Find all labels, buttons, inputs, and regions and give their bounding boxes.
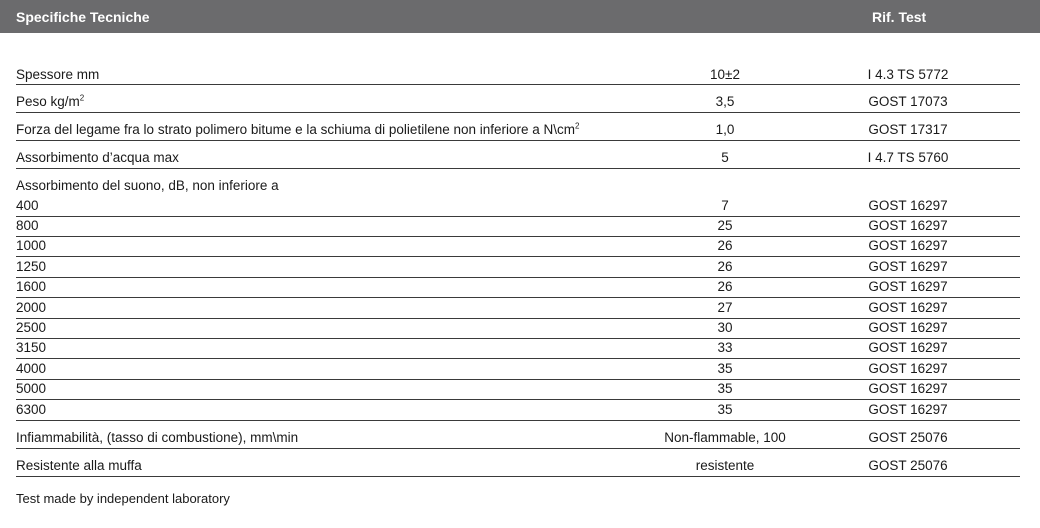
row-label: Assorbimento del suono, dB, non inferiore a xyxy=(16,178,279,193)
row-value: 33 xyxy=(717,340,733,355)
row-label-wrap xyxy=(16,94,84,109)
row-value: 26 xyxy=(717,259,733,274)
row-reference: GOST 16297 xyxy=(868,259,948,274)
row-label: 400 xyxy=(16,198,39,213)
row-label: Spessore mm xyxy=(16,67,100,82)
table-row xyxy=(16,64,1020,85)
row-label: Infiammabilità, (tasso di combustione), mm\min xyxy=(16,430,299,445)
footnote: Test made by independent laboratory xyxy=(16,491,230,506)
unit-exponent: 2 xyxy=(79,93,85,103)
row-value: 3,5 xyxy=(715,94,735,109)
row-reference: GOST 16297 xyxy=(868,320,948,335)
table-title: Specifiche Tecniche xyxy=(16,9,150,25)
row-reference: I 4.7 TS 5760 xyxy=(867,150,949,165)
table-row xyxy=(16,258,1020,278)
row-reference: GOST 16297 xyxy=(868,279,948,294)
row-reference: I 4.3 TS 5772 xyxy=(867,67,949,82)
row-label: 3150 xyxy=(16,340,47,355)
row-value: 27 xyxy=(717,300,733,315)
row-value: 5 xyxy=(721,150,729,165)
row-label: 6300 xyxy=(16,402,47,417)
table-row xyxy=(16,421,1020,449)
table-header xyxy=(0,0,1040,33)
row-label-wrap xyxy=(16,122,579,137)
table-row xyxy=(16,278,1020,298)
row-value: 35 xyxy=(717,361,733,376)
row-label: 800 xyxy=(16,218,39,233)
row-label: Assorbimento d’acqua max xyxy=(16,150,179,165)
table-row xyxy=(16,299,1020,319)
row-value: 26 xyxy=(717,279,733,294)
row-label: 1250 xyxy=(16,259,47,274)
row-label: Peso kg/m xyxy=(16,94,80,109)
row-label: 1000 xyxy=(16,238,47,253)
row-value: Non-flammable, 100 xyxy=(664,430,786,445)
row-value: 25 xyxy=(717,218,733,233)
table-row xyxy=(16,141,1020,169)
row-value: 1,0 xyxy=(715,122,735,137)
row-label: Forza del legame fra lo strato polimero bitume e la schiuma di polietilene non inferiore a N\cm xyxy=(16,122,576,137)
table-row xyxy=(16,237,1020,257)
row-value: 7 xyxy=(721,198,729,213)
row-reference: GOST 16297 xyxy=(868,402,948,417)
row-reference: GOST 25076 xyxy=(868,458,948,473)
table-row xyxy=(16,169,1020,196)
table-row xyxy=(16,380,1020,400)
row-value: 26 xyxy=(717,238,733,253)
row-reference: GOST 16297 xyxy=(868,238,948,253)
row-value: resistente xyxy=(695,458,755,473)
row-reference: GOST 16297 xyxy=(868,218,948,233)
row-label: 2000 xyxy=(16,300,47,315)
table-row xyxy=(16,197,1020,217)
row-reference: GOST 16297 xyxy=(868,300,948,315)
row-label: 1600 xyxy=(16,279,47,294)
unit-exponent: 2 xyxy=(575,121,580,131)
table-row xyxy=(16,360,1020,380)
table-row xyxy=(16,401,1020,421)
row-reference: GOST 16297 xyxy=(868,361,948,376)
row-value: 35 xyxy=(717,381,733,396)
test-reference-heading: Rif. Test xyxy=(872,9,927,25)
row-value: 30 xyxy=(717,320,733,335)
row-reference: GOST 17073 xyxy=(868,94,948,109)
table-row xyxy=(16,339,1020,359)
row-reference: GOST 17317 xyxy=(868,122,948,137)
row-label: Resistente alla muffa xyxy=(16,458,142,473)
table-row xyxy=(16,217,1020,237)
table-row xyxy=(16,449,1020,477)
table-row xyxy=(16,319,1020,339)
row-label: 5000 xyxy=(16,381,47,396)
row-label: 2500 xyxy=(16,320,47,335)
row-label: 4000 xyxy=(16,361,47,376)
row-reference: GOST 16297 xyxy=(868,198,948,213)
table-row xyxy=(16,113,1020,141)
table-row xyxy=(16,85,1020,113)
row-reference: GOST 16297 xyxy=(868,340,948,355)
row-value: 35 xyxy=(717,402,733,417)
row-reference: GOST 25076 xyxy=(868,430,948,445)
row-value: 10±2 xyxy=(710,67,740,82)
row-reference: GOST 16297 xyxy=(868,381,948,396)
